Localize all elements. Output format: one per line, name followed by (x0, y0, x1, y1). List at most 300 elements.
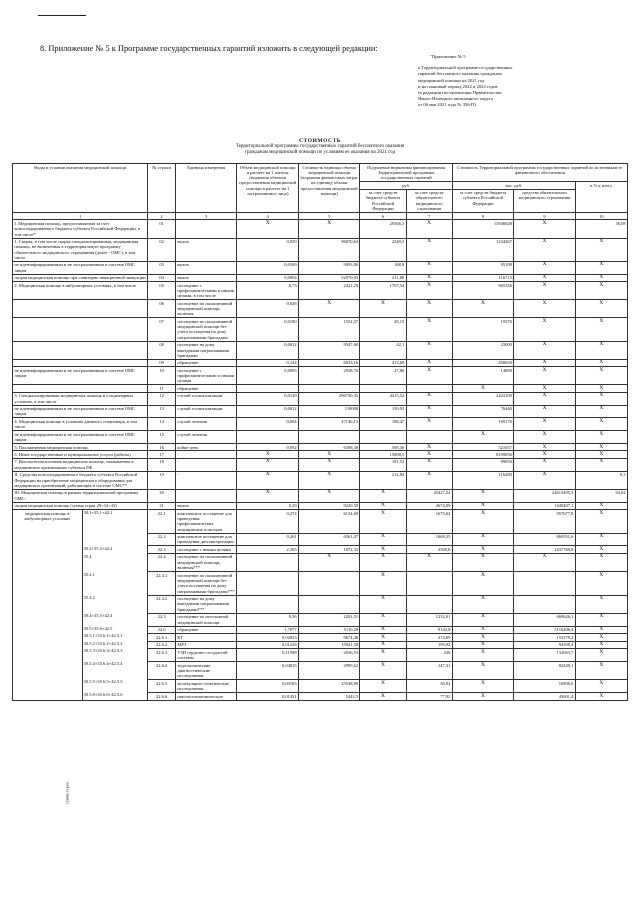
kind-cell: не идентифицированным и не застрахованным в системе ОМС лицам (13, 431, 148, 444)
percent-cell: X (575, 634, 627, 642)
budget-total-cell: 116715 (452, 274, 514, 281)
budget-per-capita-cell: 15008,5 (360, 451, 406, 458)
oms-total-cell: X (514, 451, 576, 458)
unit-cell: вызов (175, 502, 237, 509)
budget-per-capita-cell: 42,1 (360, 341, 406, 359)
amb-ref: 35.4 (83, 553, 92, 559)
unit-cost-cell: 296730,35 (298, 392, 360, 405)
kind-cell: 6. Иные государственные и муниципальные услуги (работы) (13, 451, 148, 458)
amb-ref: 30.4+35.5+42.4 (83, 613, 113, 619)
row-number-cell: 22.6 (148, 626, 176, 634)
budget-total-cell: 13946628 (452, 220, 514, 238)
budget-total-cell: X (452, 692, 514, 700)
table-row (13, 238, 628, 261)
kind-cell: I. Медицинская помощь, предоставляемая за счет консолидированного бюджета субъекта Российской Федерации, в том числе* (13, 220, 148, 238)
row-number-cell: 04 (148, 274, 176, 281)
row-number-cell: 01 (148, 220, 176, 238)
unit-cost-cell: X (298, 553, 360, 571)
unit-cost-cell (298, 385, 360, 392)
approval-block (418, 54, 618, 109)
budget-total-cell: 458650 (452, 359, 514, 366)
budget-per-capita-cell: X (360, 641, 406, 649)
oms-total-cell: X (514, 418, 576, 431)
header-budget-total: за счет средств бюджета субъекта Российской Федерации (452, 189, 514, 212)
volume-cell: 0,56 (237, 613, 299, 626)
percent-cell: X (575, 431, 627, 444)
percent-cell: 63,62 (575, 489, 627, 502)
table-row (13, 431, 628, 444)
budget-per-capita-cell: 181,52 (360, 458, 406, 471)
oms-per-capita-cell: 45427,24 (406, 489, 452, 502)
volume-cell (237, 385, 299, 392)
budget-total-cell: X (452, 626, 514, 634)
row-number-cell: 22.4.1 (148, 572, 176, 595)
oms-total-cell (514, 572, 576, 595)
budget-total-cell: X (452, 634, 514, 642)
budget-total-cell: 2423109 (452, 392, 514, 405)
percent-cell: X (575, 282, 627, 300)
volume-cell: 0,73 (237, 282, 299, 300)
budget-per-capita-cell: X (360, 692, 406, 700)
volume-cell: 0,028 (237, 300, 299, 318)
table-row (13, 471, 628, 489)
table-row (13, 385, 628, 392)
percent-cell: X (575, 385, 627, 392)
amb-ref (83, 533, 148, 546)
column-numbers-row (13, 212, 628, 219)
kind-cell (13, 318, 148, 341)
kind-cell (13, 341, 148, 359)
budget-per-capita-cell: 212,84 (360, 471, 406, 489)
kind-cell: скорая медицинская помощь (сумма строк 29+34+43) (13, 502, 148, 509)
percent-cell: X (575, 318, 627, 341)
oms-per-capita-cell: X (406, 392, 452, 405)
row-number-cell: 17 (148, 451, 176, 458)
unit-cost-cell: 1552,37 (298, 318, 360, 341)
volume-cell: 0,144 (237, 359, 299, 366)
percent-cell: 36,08 (575, 220, 627, 238)
unit-cost-cell: 96070,64 (298, 238, 360, 261)
budget-per-capita-cell: 168,8 (360, 261, 406, 274)
percent-cell: X (575, 649, 627, 662)
row-number-cell: 22.6.3 (148, 649, 176, 662)
budget-per-capita-cell: 28,15 (360, 318, 406, 341)
oms-per-capita-cell: X (406, 405, 452, 418)
kind-cell: 4. Медицинская помощь в условиях дневного стационара, в том числе (13, 418, 148, 431)
percent-cell: X (575, 641, 627, 649)
unit-cell: - (175, 471, 237, 489)
row-number-cell: 06 (148, 300, 176, 318)
volume-cell: 0,0095 (237, 367, 299, 385)
unit-cost-cell (298, 572, 360, 595)
percent-cell: X (575, 680, 627, 693)
oms-total-cell: 5116496,4 (514, 626, 576, 634)
oms-per-capita-cell: 1232,01 (406, 613, 452, 626)
oms-total-cell: 132063,7 (514, 649, 576, 662)
approval-label: "Приложение № 5 (430, 54, 466, 59)
oms-total-cell: 869551,6 (514, 533, 576, 546)
table-row (13, 300, 628, 318)
budget-per-capita-cell: X (360, 572, 406, 595)
percent-cell: X (575, 546, 627, 554)
unit-cell: посещение с профилактическими и иными целями (175, 367, 237, 385)
kind-cell (13, 385, 148, 392)
budget-per-capita-cell (360, 385, 406, 392)
percent-cell: X (575, 510, 627, 533)
volume-cell (237, 431, 299, 444)
oms-total-cell: 153379,2 (514, 634, 576, 642)
oms-per-capita-cell: 9142,8 (406, 626, 452, 634)
unit-cost-cell: 9547,68 (298, 341, 360, 359)
kind-cell: II. Средства консолидированного бюджета субъекта Российской Федерации на приобретение медицинского оборудования для медицинских организаций, работающих в системе ОМС** (13, 471, 148, 489)
unit-cost-cell (298, 431, 360, 444)
unit-cell: посещение по паллиативной медицинской помощи без учета посещения на дому патронажными бригадами*** (175, 572, 237, 595)
volume-cell: 0,0169 (237, 261, 299, 274)
unit-cell: посещение на дому выездными патронажными бригадами*** (175, 595, 237, 613)
oms-per-capita-cell: X (406, 367, 452, 385)
unit-cell: вызов (175, 238, 237, 261)
oms-total-cell: 94398,4 (514, 641, 576, 649)
column-number: 6 (360, 212, 406, 219)
approval-line: от 06 мая 2021 года № 356-П) (418, 102, 476, 108)
row-number-cell: 22.6.2 (148, 641, 176, 649)
oms-total-cell: X (514, 405, 576, 418)
budget-per-capita-cell: 211,88 (360, 274, 406, 281)
approval-line: Ямало-Ненецкого автономного округа (418, 96, 493, 102)
column-number: 8 (452, 212, 514, 219)
budget-total-cell: X (452, 533, 514, 546)
row-number-cell: 22.6.6 (148, 692, 176, 700)
unit-cell: патологоанатомические (175, 692, 237, 700)
oms-total-cell: 1437769,8 (514, 546, 576, 554)
amb-ref: 35.4.2 (83, 595, 95, 601)
volume-cell: 0,01226 (237, 641, 299, 649)
budget-total-cell: X (452, 300, 514, 318)
budget-total-cell: 99056 (452, 458, 514, 471)
header-kind: Виды и условия оказания медицинской помощи (13, 164, 148, 213)
volume-cell: X (237, 489, 299, 502)
approval-line: гарантий бесплатного оказания гражданам (418, 71, 502, 77)
budget-total-cell: X (452, 510, 514, 533)
budget-total-cell: X (452, 661, 514, 679)
budget-per-capita-cell: X (360, 553, 406, 571)
row-number-cell: 22.6.4 (148, 661, 176, 679)
unit-cost-cell: 47146,13 (298, 418, 360, 431)
unit-cost-cell: 2938,76 (298, 367, 360, 385)
header-unit: Единица измерения (175, 164, 237, 213)
kind-cell (13, 300, 148, 318)
volume-cell: 0,04815 (237, 661, 299, 679)
unit-cost-cell: 52970,03 (298, 274, 360, 281)
amb-ref: 30.5.4+35.6.4+42.5.4 (83, 661, 123, 667)
table-row (13, 261, 628, 274)
budget-per-capita-cell: X (360, 533, 406, 546)
amb-ref: 30.5.2+35.6.2+42.5.2 (83, 640, 123, 646)
oms-per-capita-cell: 274,09 (406, 634, 452, 642)
column-number: 9 (514, 212, 576, 219)
oms-total-cell: 43601,4 (514, 692, 576, 700)
kind-cell: не идентифицированным и не застрахованным в системе ОМС лицам (13, 261, 148, 274)
budget-total-cell: 8199056 (452, 451, 514, 458)
oms-per-capita-cell (406, 385, 452, 392)
unit-cost-cell: 6134,69 (298, 510, 360, 533)
unit-cost-cell: X (298, 300, 360, 318)
table-row (13, 367, 628, 385)
volume-cell: 0,004 (237, 418, 299, 431)
budget-total-cell: X (452, 641, 514, 649)
oms-per-capita-cell (406, 431, 452, 444)
amb-group-cell (13, 510, 148, 701)
budget-per-capita-cell: 1767,54 (360, 282, 406, 300)
volume-cell: 0,050 (237, 238, 299, 261)
kind-cell: не идентифицированным и не застрахованным в системе ОМС лицам (13, 367, 148, 385)
unit-cell: - (175, 458, 237, 471)
oms-per-capita-cell: 77,92 (406, 692, 452, 700)
unit-cell: посещение по паллиативной медицинской помощи, включая (175, 300, 237, 318)
oms-total-cell: 16800,6 (514, 680, 576, 693)
title-line-2: Территориальной программы государственных гарантий бесплатного оказания (235, 144, 405, 149)
oms-total-cell: X (514, 220, 576, 238)
table-row (13, 318, 628, 341)
budget-per-capita-cell: 29366,3 (360, 220, 406, 238)
unit-cell: обращение (175, 359, 237, 366)
budget-total-cell: X (452, 680, 514, 693)
column-number: 5 (298, 212, 360, 219)
table-row (13, 220, 628, 238)
kind-cell: не идентифицированным и не застрахованным в системе ОМС лицам (13, 405, 148, 418)
unit-cell: вызов (175, 261, 237, 274)
row-number-cell: 22.4.2 (148, 595, 176, 613)
amb-refs-column (82, 510, 148, 700)
unit-cell (175, 489, 237, 502)
budget-total-cell: X (452, 489, 514, 502)
budget-per-capita-cell: X (360, 489, 406, 502)
budget-per-capita-cell: X (360, 680, 406, 693)
unit-cost-cell: 9220,59 (298, 502, 360, 509)
percent-cell: X (575, 443, 627, 450)
volume-cell (237, 572, 299, 595)
oms-total-cell: X (514, 458, 576, 471)
budget-total-cell: 23000 (452, 341, 514, 359)
unit-cost-cell: 5444,5 (298, 692, 360, 700)
oms-total-cell: X (514, 471, 576, 489)
oms-total-cell: X (514, 367, 576, 385)
unit-cell: комплексное посещение для проведения профилактических медицинских осмотров (175, 510, 237, 533)
oms-per-capita-cell: X (406, 220, 452, 238)
row-number-cell: 20 (148, 489, 176, 502)
table-row (13, 405, 628, 418)
row-number-cell: 21 (148, 502, 176, 509)
percent-cell: X (575, 595, 627, 613)
table-row (13, 489, 628, 502)
unit-cost-cell: X (298, 220, 360, 238)
oms-per-capita-cell: X (406, 553, 452, 571)
oms-total-cell: 82449,1 (514, 661, 576, 679)
table-row (13, 359, 628, 366)
budget-per-capita-cell: X (360, 626, 406, 634)
header-oms-total: средства обязательного медицинского страхования (514, 189, 576, 212)
oms-total-cell: 24613495,3 (514, 489, 576, 502)
column-number: 3 (175, 212, 237, 219)
budget-per-capita-cell: X (360, 300, 406, 318)
unit-cost-cell: X (298, 458, 360, 471)
budget-per-capita-cell: 188,47 (360, 418, 406, 431)
unit-cell: посещение на дому выездными патронажными бригадами (175, 341, 237, 359)
percent-cell: 0,3 (575, 471, 627, 489)
percent-cell: X (575, 261, 627, 274)
amb-side-text: сумма строк (64, 782, 70, 804)
budget-total-cell: X (452, 385, 514, 392)
oms-per-capita-cell: X (406, 274, 452, 281)
kind-cell: 1. Скорая, в том числе скорая специализированная, медицинская помощь, не включенная в территориальную программу обязательного медицинского страхования (далее - ОМС), в том числе (13, 238, 148, 261)
unit-cell (175, 220, 237, 238)
oms-total-cell: X (514, 318, 576, 341)
unit-cell: КТ (175, 634, 237, 642)
table-row (13, 443, 628, 450)
unit-cost-cell: 1072,33 (298, 546, 360, 554)
volume-cell (237, 553, 299, 571)
unit-cell: обращение (175, 626, 237, 634)
row-number-cell: 05 (148, 282, 176, 300)
row-number-cell: 22.3 (148, 546, 176, 554)
unit-cost-cell: X (298, 471, 360, 489)
volume-cell: X (237, 471, 299, 489)
budget-per-capita-cell: X (360, 595, 406, 613)
column-number: 7 (406, 212, 452, 219)
budget-per-capita-cell (360, 431, 406, 444)
oms-total-cell: X (514, 261, 576, 274)
row-number-cell: 07 (148, 318, 176, 341)
volume-cell: 0,00183 (237, 680, 299, 693)
kind-cell: скорая медицинская помощь при санитарно-авиационной эвакуации (13, 274, 148, 281)
unit-cost-cell: 6033,16 (298, 359, 360, 366)
budget-per-capita-cell: X (360, 510, 406, 533)
oms-total-cell: X (514, 392, 576, 405)
header-total: Стоимость Территориальной программы государственных гарантий по источникам ее финансового обеспечения (452, 164, 627, 182)
amb-ref: 30.5.5+35.6.5+42.5.5 (83, 679, 123, 685)
oms-per-capita-cell: X (406, 300, 452, 318)
oms-per-capita-cell: 30,02 (406, 680, 452, 693)
table-row (13, 341, 628, 359)
amb-ref: 30.5+35.6+42.5 (83, 625, 113, 631)
table-body (13, 220, 628, 700)
header-rub: руб. (360, 182, 452, 189)
percent-cell: X (575, 533, 627, 546)
unit-cost-cell: 6398,38 (298, 443, 360, 450)
percent-cell: X (575, 418, 627, 431)
budget-total-cell: 95198 (452, 261, 514, 274)
volume-cell (237, 595, 299, 613)
amb-ref: 35.4.1 (83, 571, 95, 577)
volume-cell: 0,0004 (237, 274, 299, 281)
budget-per-capita-cell: X (360, 613, 406, 626)
budget-total-cell: 109176 (452, 418, 514, 431)
volume-cell: 0,261 (237, 533, 299, 546)
row-number-cell: 13 (148, 405, 176, 418)
percent-cell: X (575, 458, 627, 471)
oms-per-capita-cell: X (406, 418, 452, 431)
unit-cell: случай лечения (175, 418, 237, 431)
row-number-cell: 22.2 (148, 533, 176, 546)
unit-cost-cell: 2036,53 (298, 649, 360, 662)
volume-cell: 0,274 (237, 510, 299, 533)
budget-total-cell: X (452, 502, 514, 509)
unit-cell: посещение по паллиативной медицинской помощи, включая*** (175, 553, 237, 571)
row-number-cell: 22.6.1 (148, 634, 176, 642)
percent-cell: X (575, 367, 627, 385)
unit-cost-cell: 2999,62 (298, 661, 360, 679)
oms-total-cell: X (514, 341, 576, 359)
budget-per-capita-cell: X (360, 661, 406, 679)
oms-per-capita-cell: 1668,35 (406, 533, 452, 546)
budget-total-cell: X (452, 546, 514, 554)
column-number: 2 (148, 212, 176, 219)
percent-cell: X (575, 613, 627, 626)
unit-cell: УЗИ сердечно-сосудистой системы (175, 649, 237, 662)
row-number-cell: 22.5 (148, 613, 176, 626)
oms-per-capita-cell: 2569,8 (406, 546, 452, 554)
unit-cell: комплексное посещение для проведения диспансеризации (175, 533, 237, 546)
percent-cell: X (575, 451, 627, 458)
oms-total-cell: X (514, 359, 576, 366)
approval-line: (в редакции постановления Правительства (418, 90, 502, 96)
unit-cost-cell (298, 595, 360, 613)
table-row (13, 510, 628, 533)
oms-total-cell: X (514, 238, 576, 261)
unit-cost-cell: 9674,48 (298, 634, 360, 642)
budget-total-cell: 965356 (452, 282, 514, 300)
volume-cell: 0,0149 (237, 392, 299, 405)
oms-per-capita-cell: 147,31 (406, 661, 452, 679)
oms-total-cell: 1449407,3 (514, 502, 576, 509)
header-pct: в % к итогу (575, 182, 627, 213)
percent-cell: X (575, 661, 627, 679)
volume-cell: 2,395 (237, 546, 299, 554)
percent-cell: X (575, 274, 627, 281)
row-number-cell: 16 (148, 443, 176, 450)
oms-per-capita-cell: X (406, 471, 452, 489)
oms-total-cell: X (514, 300, 576, 318)
row-number-cell: 19 (148, 471, 176, 489)
oms-total-cell: X (514, 431, 576, 444)
percent-cell: X (575, 300, 627, 318)
row-number-cell: 22.6.5 (148, 680, 176, 693)
percent-cell: X (575, 341, 627, 359)
column-number: 1 (13, 212, 148, 219)
kind-cell: 5. Паллиативная медицинская помощь (13, 443, 148, 450)
unit-cell: случай госпитализации (175, 405, 237, 418)
row-number-cell: 02 (148, 238, 176, 261)
row-number-cell: 18 (148, 458, 176, 471)
oms-total-cell: 957677,8 (514, 510, 576, 533)
kind-cell: 3. Специализированная медицинская помощь в стационарных условиях, в том числе (13, 392, 148, 405)
unit-cell: посещение по неотложной медицинской помощи (175, 613, 237, 626)
unit-cost-cell: 2421,29 (298, 282, 360, 300)
unit-cell: эндоскопические диагностические исследования (175, 661, 237, 679)
oms-per-capita-cell: X (406, 261, 452, 274)
oms-per-capita-cell: X (406, 359, 452, 366)
volume-cell: 0,092 (237, 443, 299, 450)
row-number-cell: 10 (148, 367, 176, 385)
oms-total-cell: X (514, 282, 576, 300)
table-row (13, 458, 628, 471)
row-number-cell: 09 (148, 359, 176, 366)
volume-cell: X (237, 451, 299, 458)
budget-total-cell: X (452, 553, 514, 571)
amb-ref: 30.5.3+35.6.3+42.5.3 (83, 648, 123, 654)
budget-per-capita-cell: 4415,52 (360, 392, 406, 405)
oms-per-capita-cell: X (406, 451, 452, 458)
